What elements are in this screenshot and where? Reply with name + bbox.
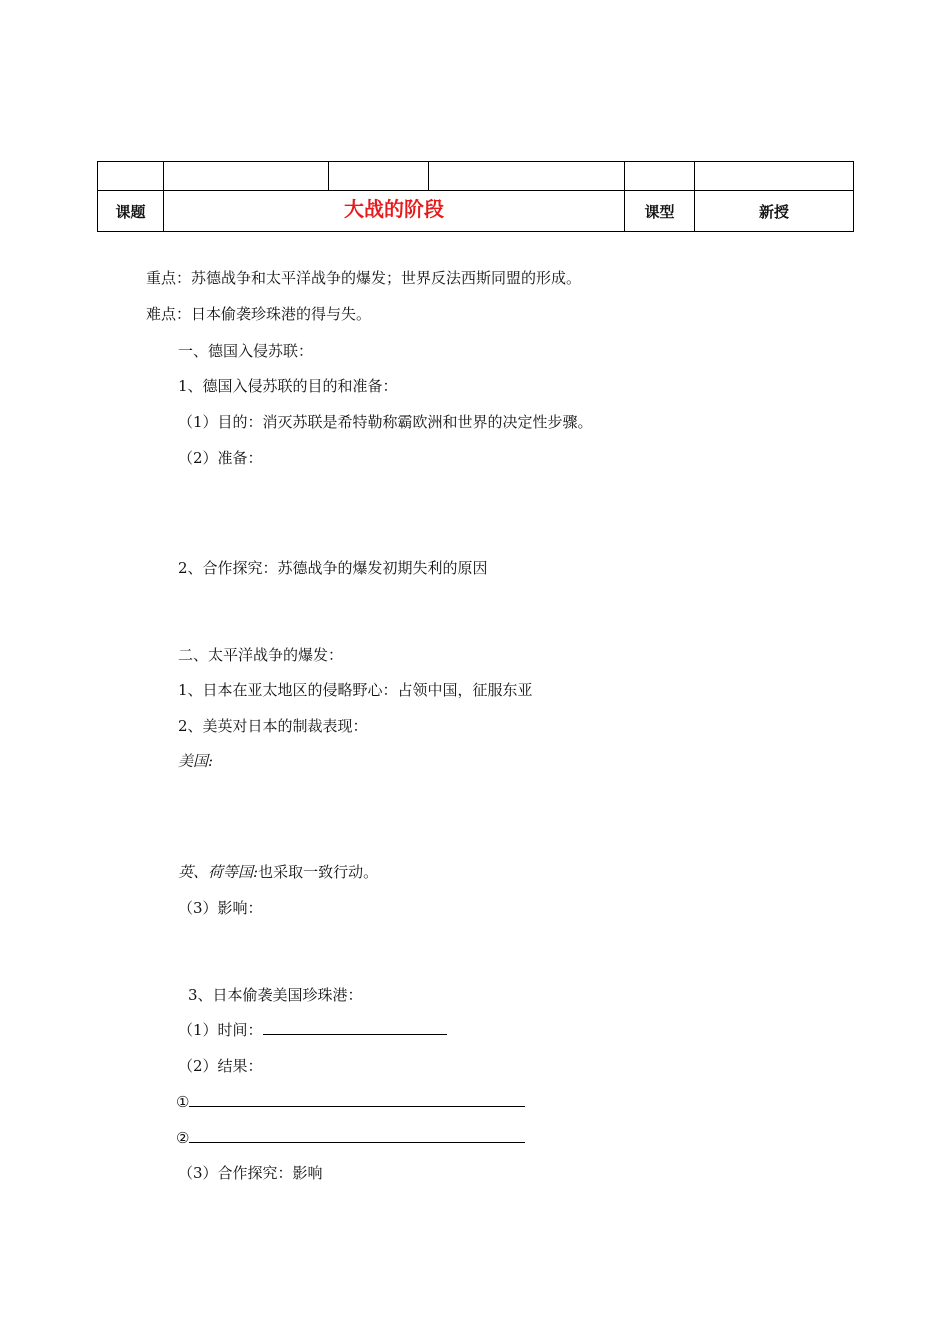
uk-line xyxy=(178,862,378,882)
section-1-q1-preparation: （2）准备： xyxy=(178,449,263,467)
time-line xyxy=(178,1020,447,1040)
result-2-marker: ② xyxy=(176,1129,190,1147)
blank-cell xyxy=(625,162,695,191)
blank-cell xyxy=(98,162,164,191)
uk-label: 英、荷等国: xyxy=(178,863,259,881)
time-blank[interactable] xyxy=(263,1020,447,1035)
type-value: 新授 xyxy=(695,191,854,232)
result-1-line xyxy=(176,1092,525,1112)
section-1-q1-purpose: （1）目的：消灭苏联是希特勒称霸欧洲和世界的决定性步骤。 xyxy=(178,413,593,431)
lesson-title: 大战的阶段 xyxy=(344,196,444,221)
usa-label: 美国: xyxy=(178,752,214,770)
header-row-main xyxy=(98,191,854,232)
result-1-marker: ① xyxy=(176,1093,190,1111)
section-2-q2-effect: （3）影响： xyxy=(178,899,263,917)
section-1-question-1: 1、德国入侵苏联的目的和准备： xyxy=(178,377,398,395)
lesson-title-cell xyxy=(164,191,625,232)
section-2-question-1: 1、日本在亚太地区的侵略野心：占领中国，征服东亚 xyxy=(178,681,533,699)
section-1-title: 一、德国入侵苏联： xyxy=(178,342,314,360)
lesson-header-table xyxy=(97,161,854,232)
focus-line: 重点：苏德战争和太平洋战争的爆发；世界反法西斯同盟的形成。 xyxy=(146,269,582,287)
result-2-line xyxy=(176,1128,525,1148)
blank-cell xyxy=(164,162,329,191)
blank-cell xyxy=(329,162,429,191)
header-row-blank xyxy=(98,162,854,191)
blank-cell xyxy=(695,162,854,191)
section-1-question-2: 2、合作探究：苏德战争的爆发初期失利的原因 xyxy=(178,559,488,577)
section-2-q3-explore: （3）合作探究：影响 xyxy=(178,1164,323,1182)
difficulty-line: 难点：日本偷袭珍珠港的得与失。 xyxy=(146,305,372,323)
result-2-blank[interactable] xyxy=(189,1128,525,1143)
section-2-question-2: 2、美英对日本的制裁表现： xyxy=(178,717,368,735)
uk-text: 也采取一致行动。 xyxy=(258,863,379,881)
result-label: （2）结果： xyxy=(178,1057,263,1075)
blank-cell xyxy=(429,162,625,191)
subject-label: 课题 xyxy=(98,191,164,232)
section-2-title: 二、太平洋战争的爆发： xyxy=(178,646,344,664)
section-2-question-3: 3、日本偷袭美国珍珠港： xyxy=(188,986,363,1004)
time-label: （1）时间： xyxy=(178,1021,263,1039)
type-label: 课型 xyxy=(625,191,695,232)
result-1-blank[interactable] xyxy=(189,1092,525,1107)
